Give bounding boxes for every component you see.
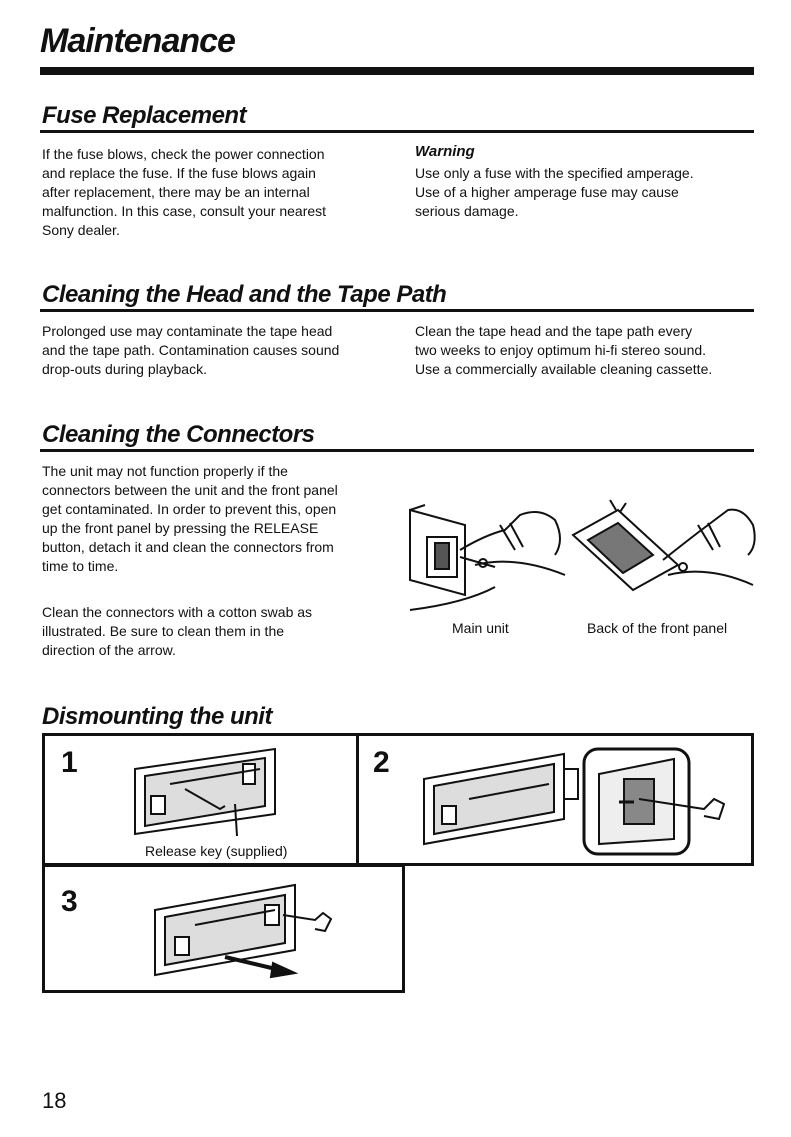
connectors-line: up the front panel by pressing the RELEASE: [42, 520, 319, 536]
step-1-number: 1: [61, 746, 78, 779]
cleaning-head-heading: Cleaning the Head and the Tape Path: [42, 281, 447, 308]
step-2-box: [356, 733, 754, 866]
fuse-line: Sony dealer.: [42, 222, 120, 238]
fuse-line: If the fuse blows, check the power connection: [42, 146, 325, 162]
page-title: Maintenance: [40, 22, 235, 60]
caption-back-panel: Back of the front panel: [587, 620, 728, 636]
connectors-para-2: [42, 603, 402, 660]
connectors-para-1: [42, 462, 402, 576]
dismounting-heading: Dismounting the unit: [42, 703, 272, 730]
cleaning-head-line: and the tape path. Contamination causes sound: [42, 342, 340, 358]
step-3-number: 3: [61, 885, 78, 918]
cleaning-head-line: Clean the tape head and the tape path every: [415, 323, 693, 339]
cleaning-head-rule: [40, 309, 754, 312]
warning-body: [415, 164, 755, 221]
step-2-illustration: [414, 744, 744, 859]
connectors-line: connectors between the unit and the front panel: [42, 482, 338, 498]
connectors-line: The unit may not function properly if the: [42, 463, 288, 479]
page-number: 18: [42, 1088, 67, 1113]
fuse-line: after replacement, there may be an internal: [42, 184, 310, 200]
connectors-line: direction of the arrow.: [42, 642, 176, 658]
connectors-line: Clean the connectors with a cotton swab as: [42, 604, 313, 620]
cleaning-head-right: [415, 322, 760, 379]
cleaning-connectors-heading: Cleaning the Connectors: [42, 421, 315, 448]
caption-main-unit: Main unit: [452, 620, 509, 636]
fuse-line: malfunction. In this case, consult your nearest: [42, 203, 327, 219]
release-key-label: Release key (supplied): [145, 843, 288, 859]
fuse-heading: Fuse Replacement: [42, 102, 247, 129]
step-1-box: [42, 733, 359, 866]
title-rule: [40, 67, 754, 75]
cleaning-head-left: [42, 322, 402, 379]
fuse-body: [42, 145, 402, 240]
step-3-box: [42, 864, 405, 993]
connectors-line: illustrated. Be sure to clean them in the: [42, 623, 285, 639]
cleaning-head-line: Use a commercially available cleaning cassette.: [415, 361, 713, 377]
warning-title: Warning: [415, 143, 475, 160]
cleaning-head-line: drop-outs during playback.: [42, 361, 207, 377]
cleaning-head-line: Prolonged use may contaminate the tape head: [42, 323, 333, 339]
connectors-line: time to time.: [42, 558, 119, 574]
warning-line: serious damage.: [415, 203, 519, 219]
fuse-line: and replace the fuse. If the fuse blows again: [42, 165, 316, 181]
cleaning-connectors-rule: [40, 449, 754, 452]
step-3-illustration: [145, 875, 345, 985]
cleaning-head-line: two weeks to enjoy optimum hi-fi stereo sound.: [415, 342, 707, 358]
main-unit-illustration: [405, 495, 575, 615]
step-1-illustration: [125, 744, 325, 844]
warning-line: Use only a fuse with the specified amperage.: [415, 165, 694, 181]
front-panel-illustration: [568, 495, 758, 615]
connectors-line: button, detach it and clean the connectors from: [42, 539, 334, 555]
warning-line: Use of a higher amperage fuse may cause: [415, 184, 679, 200]
connectors-line: get contaminated. In order to prevent this, open: [42, 501, 337, 517]
step-2-number: 2: [373, 746, 390, 779]
fuse-rule: [40, 130, 754, 133]
